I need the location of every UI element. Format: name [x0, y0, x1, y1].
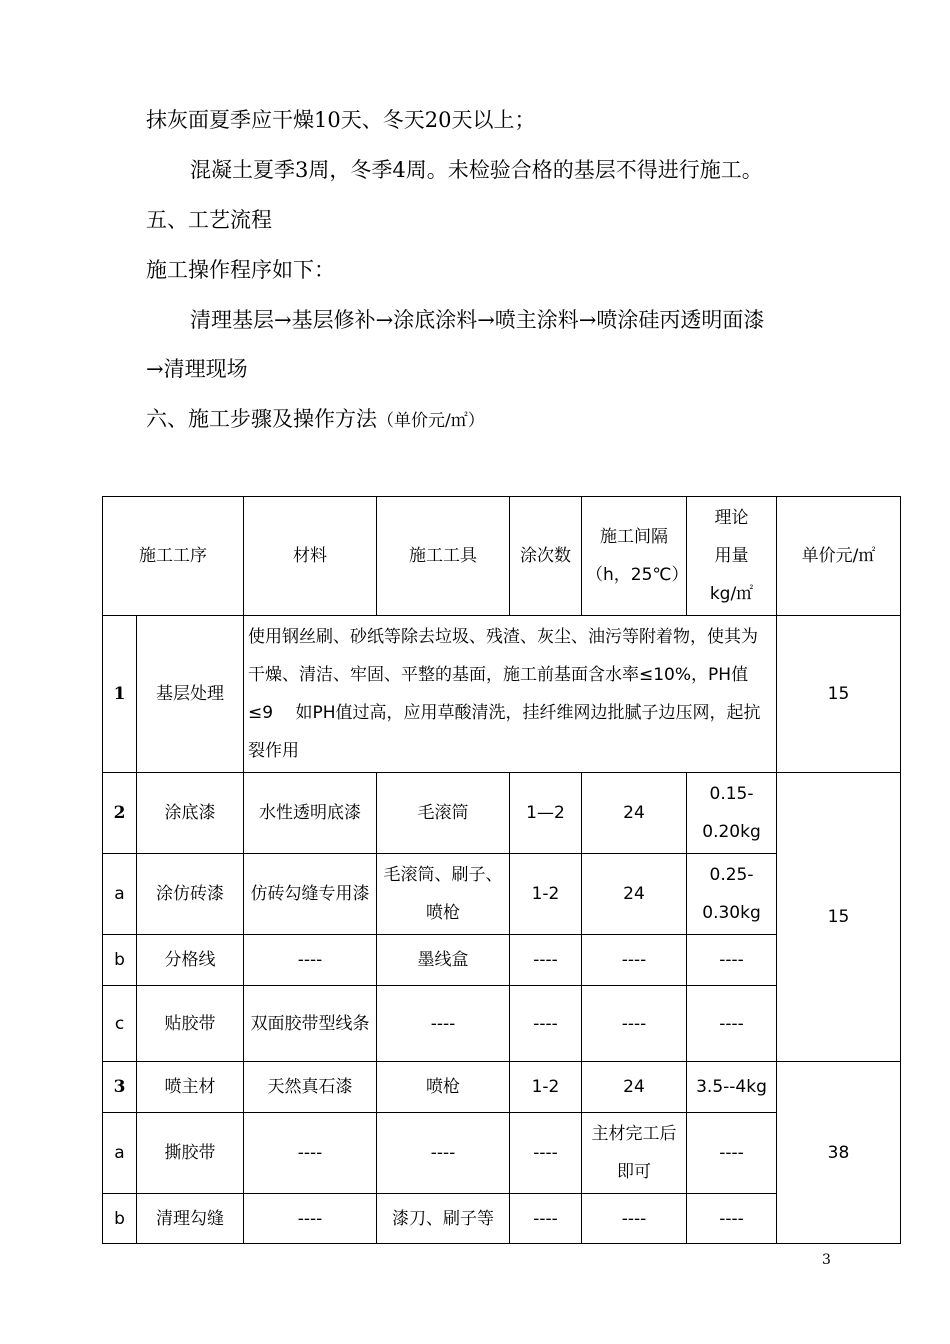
row-number: 2: [103, 773, 137, 854]
row-material: 仿砖勾缝专用漆: [244, 854, 377, 935]
header-coats: 涂次数: [510, 497, 582, 616]
row-description: 使用钢丝刷、砂纸等除去垃圾、残渣、灰尘、油污等附着物，使其为干燥、清洁、牢固、平整的基面，施工前基面含水率≤10%，PH值≤9 如PH值过高，应用草酸清洗，挂纤维网边批腻子边压网，起抗裂作用: [244, 616, 777, 773]
header-interval-line1: 施工间隔: [600, 527, 668, 547]
header-interval-line2: （h，25℃）: [586, 565, 689, 585]
row-tool: ----: [377, 1113, 510, 1194]
header-price: 单价元/㎡: [777, 497, 901, 616]
header-interval: [582, 497, 687, 616]
row-interval: 24: [582, 773, 687, 854]
row-interval: 24: [582, 1062, 687, 1113]
row-coats: ----: [510, 935, 582, 986]
row-coats: ----: [510, 1113, 582, 1194]
row-tool: 喷枪: [377, 1062, 510, 1113]
row-coats: 1-2: [510, 854, 582, 935]
row-coats: 1—2: [510, 773, 582, 854]
row-coats: ----: [510, 986, 582, 1062]
paragraph-procedure-intro: 施工操作程序如下：: [146, 258, 335, 282]
header-usage: [687, 497, 777, 616]
row-number: c: [103, 986, 137, 1062]
heading-construction-steps: [146, 405, 485, 435]
row-step-name: 基层处理: [137, 616, 244, 773]
row-step-name: 贴胶带: [137, 986, 244, 1062]
row-usage: 3.5--4kg: [687, 1062, 777, 1113]
row-tool: 墨线盒: [377, 935, 510, 986]
paragraph-plaster-drying: 抹灰面夏季应干燥10天、冬天20天以上；: [146, 108, 536, 132]
table-row: [103, 773, 901, 854]
row-step-name: 分格线: [137, 935, 244, 986]
row-material: ----: [244, 935, 377, 986]
row-usage: ----: [687, 1113, 777, 1194]
header-material: 材料: [244, 497, 377, 616]
row-interval: 24: [582, 854, 687, 935]
row-step-name: 清理勾缝: [137, 1194, 244, 1244]
row-interval: ----: [582, 986, 687, 1062]
paragraph-concrete-drying: 混凝土夏季3周，冬季4周。未检验合格的基层不得进行施工。: [190, 158, 763, 182]
row-usage: 0.25-0.30kg: [687, 854, 777, 935]
row-number: b: [103, 935, 137, 986]
row-number: 1: [103, 616, 137, 773]
row-number: b: [103, 1194, 137, 1244]
heading-process-flow: 五、工艺流程: [146, 208, 272, 232]
heading-unit-note: （单价元/㎡）: [377, 411, 485, 431]
header-usage-line1: 理论: [714, 508, 749, 528]
group-price: 38: [777, 1062, 901, 1244]
row-step-name: 撕胶带: [137, 1113, 244, 1194]
header-step: 施工工序: [103, 497, 244, 616]
row-number: a: [103, 854, 137, 935]
row-step-name: 涂底漆: [137, 773, 244, 854]
header-usage-line3: kg/㎡: [709, 584, 754, 604]
table-row: [103, 1062, 901, 1113]
row-price: 15: [777, 616, 901, 773]
table-header-row: [103, 497, 901, 616]
row-number: a: [103, 1113, 137, 1194]
row-material: ----: [244, 1113, 377, 1194]
row-step-name: 涂仿砖漆: [137, 854, 244, 935]
row-tool: 毛滚筒、刷子、喷枪: [377, 854, 510, 935]
construction-steps-table: [102, 496, 901, 1244]
row-interval: ----: [582, 1194, 687, 1244]
row-material: 双面胶带型线条: [244, 986, 377, 1062]
page-number: 3: [822, 1252, 831, 1268]
group-price: 15: [777, 773, 901, 1062]
row-tool: ----: [377, 986, 510, 1062]
row-number: 3: [103, 1062, 137, 1113]
paragraph-procedure-steps-cont: →清理现场: [146, 357, 248, 381]
row-usage: ----: [687, 1194, 777, 1244]
row-step-name: 喷主材: [137, 1062, 244, 1113]
heading-construction-steps-text: 六、施工步骤及操作方法: [146, 407, 377, 431]
table-row: [103, 616, 901, 773]
row-interval: 主材完工后即可: [582, 1113, 687, 1194]
row-tool: 漆刀、刷子等: [377, 1194, 510, 1244]
header-tool: 施工工具: [377, 497, 510, 616]
row-interval: ----: [582, 935, 687, 986]
row-coats: 1-2: [510, 1062, 582, 1113]
row-material: ----: [244, 1194, 377, 1244]
header-usage-line2: 用量: [714, 546, 749, 566]
row-material: 天然真石漆: [244, 1062, 377, 1113]
row-tool: 毛滚筒: [377, 773, 510, 854]
row-usage: ----: [687, 935, 777, 986]
row-usage: 0.15-0.20kg: [687, 773, 777, 854]
row-coats: ----: [510, 1194, 582, 1244]
row-usage: ----: [687, 986, 777, 1062]
paragraph-procedure-steps: 清理基层→基层修补→涂底涂料→喷主涂料→喷涂硅丙透明面漆: [190, 308, 765, 332]
row-material: 水性透明底漆: [244, 773, 377, 854]
